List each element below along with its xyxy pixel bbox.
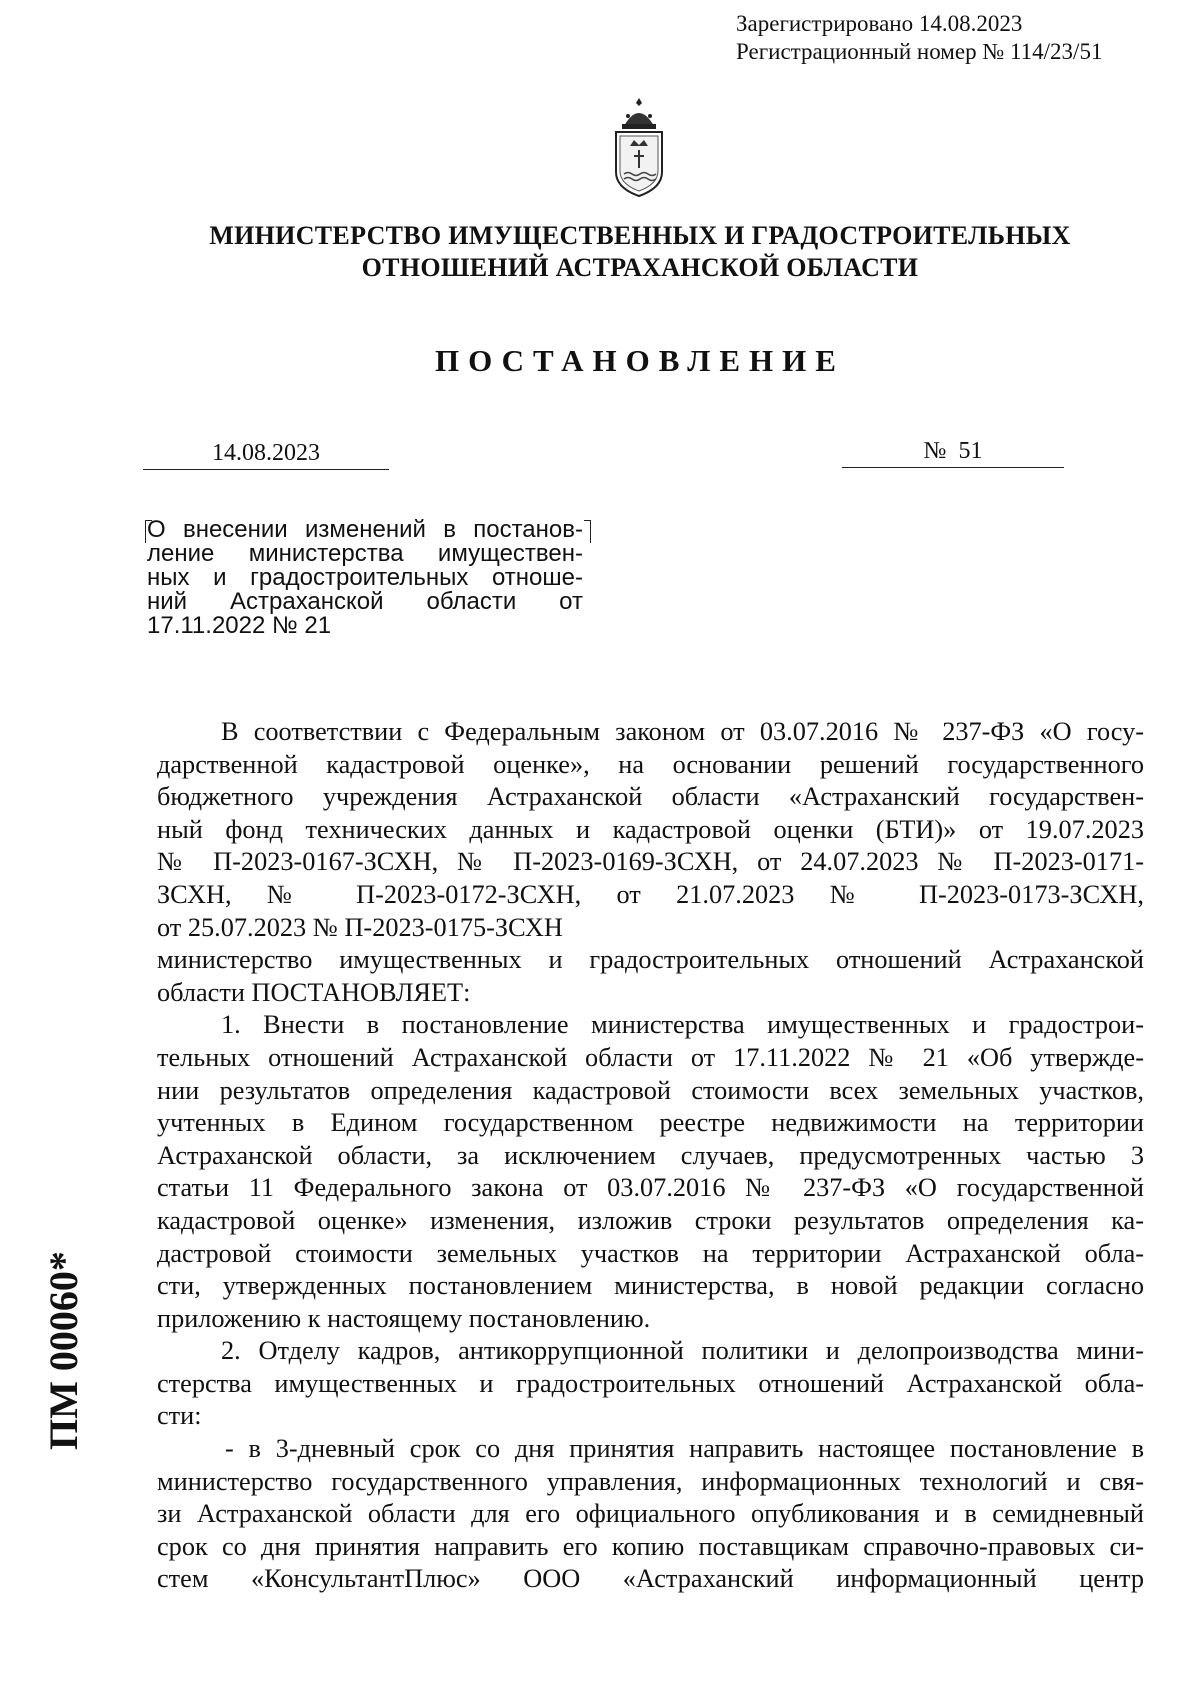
body-line: Астраханской области, за исключением случаев, предусмотренных частью 3 [157,1140,1144,1170]
subject-line: 17.11.2022 № 21 [147,612,332,639]
subject-line: ление министерства имуществен- [147,540,583,567]
body-line: сти, утвержденных постановлением министерства, в новой редакции согласно [157,1271,1144,1301]
body-line: 2. Отделу кадров, антикоррупционной политики и делопроизводства мини- [221,1336,1144,1366]
body-line: - в 3-дневный срок со дня принятия направить настоящее постановление в [225,1434,1144,1464]
body-line: № П-2023-0167-ЗСХН, № П-2023-0169-ЗСХН, от 24.07.2023 № П-2023-0171- [157,847,1144,877]
body-line: области ПОСТАНОВЛЯЕТ: [157,977,471,1007]
body-line: дарственной кадастровой оценке», на основании решений государственного [157,749,1144,779]
body-line: статьи 11 Федерального закона от 03.07.2016 № 237-ФЗ «О государственной [157,1173,1144,1203]
subject-line: ных и градостроительных отноше- [147,564,583,591]
body-line: ЗСХН, № П-2023-0172-ЗСХН, от 21.07.2023 № П-2023-0173-ЗСХН, [157,879,1144,909]
subject-line: О внесении изменений в постанов- [147,516,583,543]
body-line: от 25.07.2023 № П-2023-0175-ЗСХН [157,912,563,942]
registration-stamp [736,10,1102,66]
document-body [157,716,1144,1596]
body-line: нии результатов определения кадастровой стоимости всех земельных участков, [157,1075,1144,1105]
body-line: стерства имущественных и градостроительных отношений Астраханской обла- [157,1368,1144,1398]
document-type-title: ПОСТАНОВЛЕНИЕ [435,343,845,378]
document-number [842,438,1064,468]
registration-date: Зарегистрировано 14.08.2023 [736,11,1023,36]
number-sign: № [923,438,947,464]
ministry-name-line-1: МИНИСТЕРСТВО ИМУЩЕСТВЕННЫХ И ГРАДОСТРОИТЕЛЬНЫХ [209,221,1071,250]
body-line: В соответствии с Федеральным законом от 03.07.2016 № 237-ФЗ «О госу- [221,717,1144,746]
body-line: бюджетного учреждения Астраханской области «Астраханский государствен- [157,782,1144,812]
body-line: кадастровой оценке» изменения, изложив строки результатов определения ка- [157,1205,1144,1235]
body-line: 1. Внести в постановление министерства имущественных и градострои- [221,1010,1144,1040]
ministry-name-line-2: ОТНОШЕНИЙ АСТРАХАНСКОЙ ОБЛАСТИ [361,253,919,282]
body-line: тельных отношений Астраханской области от 17.11.2022 № 21 «Об утвержде- [157,1042,1144,1072]
subject-bracket-right [584,520,591,543]
body-line: министерство имущественных и градостроительных отношений Астраханской [157,945,1144,975]
body-line: ный фонд технических данных и кадастровой оценки (БТИ)» от 19.07.2023 [157,814,1144,844]
number-value: 51 [958,438,983,464]
body-line: приложению к настоящему постановлению. [157,1303,651,1333]
ministry-name [140,220,1140,284]
subject-line: ний Астраханской области от [147,588,583,615]
astrakhan-coat-of-arms-icon [606,96,672,200]
body-line: стем «КонсультантПлюс» ООО «Астраханский информационный центр [157,1564,1144,1594]
body-line: зи Астраханской области для его официального опубликования и в семидневный [157,1499,1144,1529]
vertical-archive-stamp: ПМ 00060* [41,1251,86,1450]
body-line: учтенных в Едином государственном реестре недвижимости на территории [157,1108,1144,1138]
body-line: срок со дня принятия направить его копию поставщикам справочно-правовых си- [157,1531,1144,1561]
body-line: сти: [157,1401,202,1431]
document-date: 14.08.2023 [143,440,389,470]
body-line: дастровой стоимости земельных участков на территории Астраханской обла- [157,1238,1144,1268]
body-line: министерство государственного управления, информационных технологий и свя- [157,1466,1144,1496]
registration-number: Регистрационный номер № 114/23/51 [736,39,1103,64]
document-subject [147,518,583,638]
